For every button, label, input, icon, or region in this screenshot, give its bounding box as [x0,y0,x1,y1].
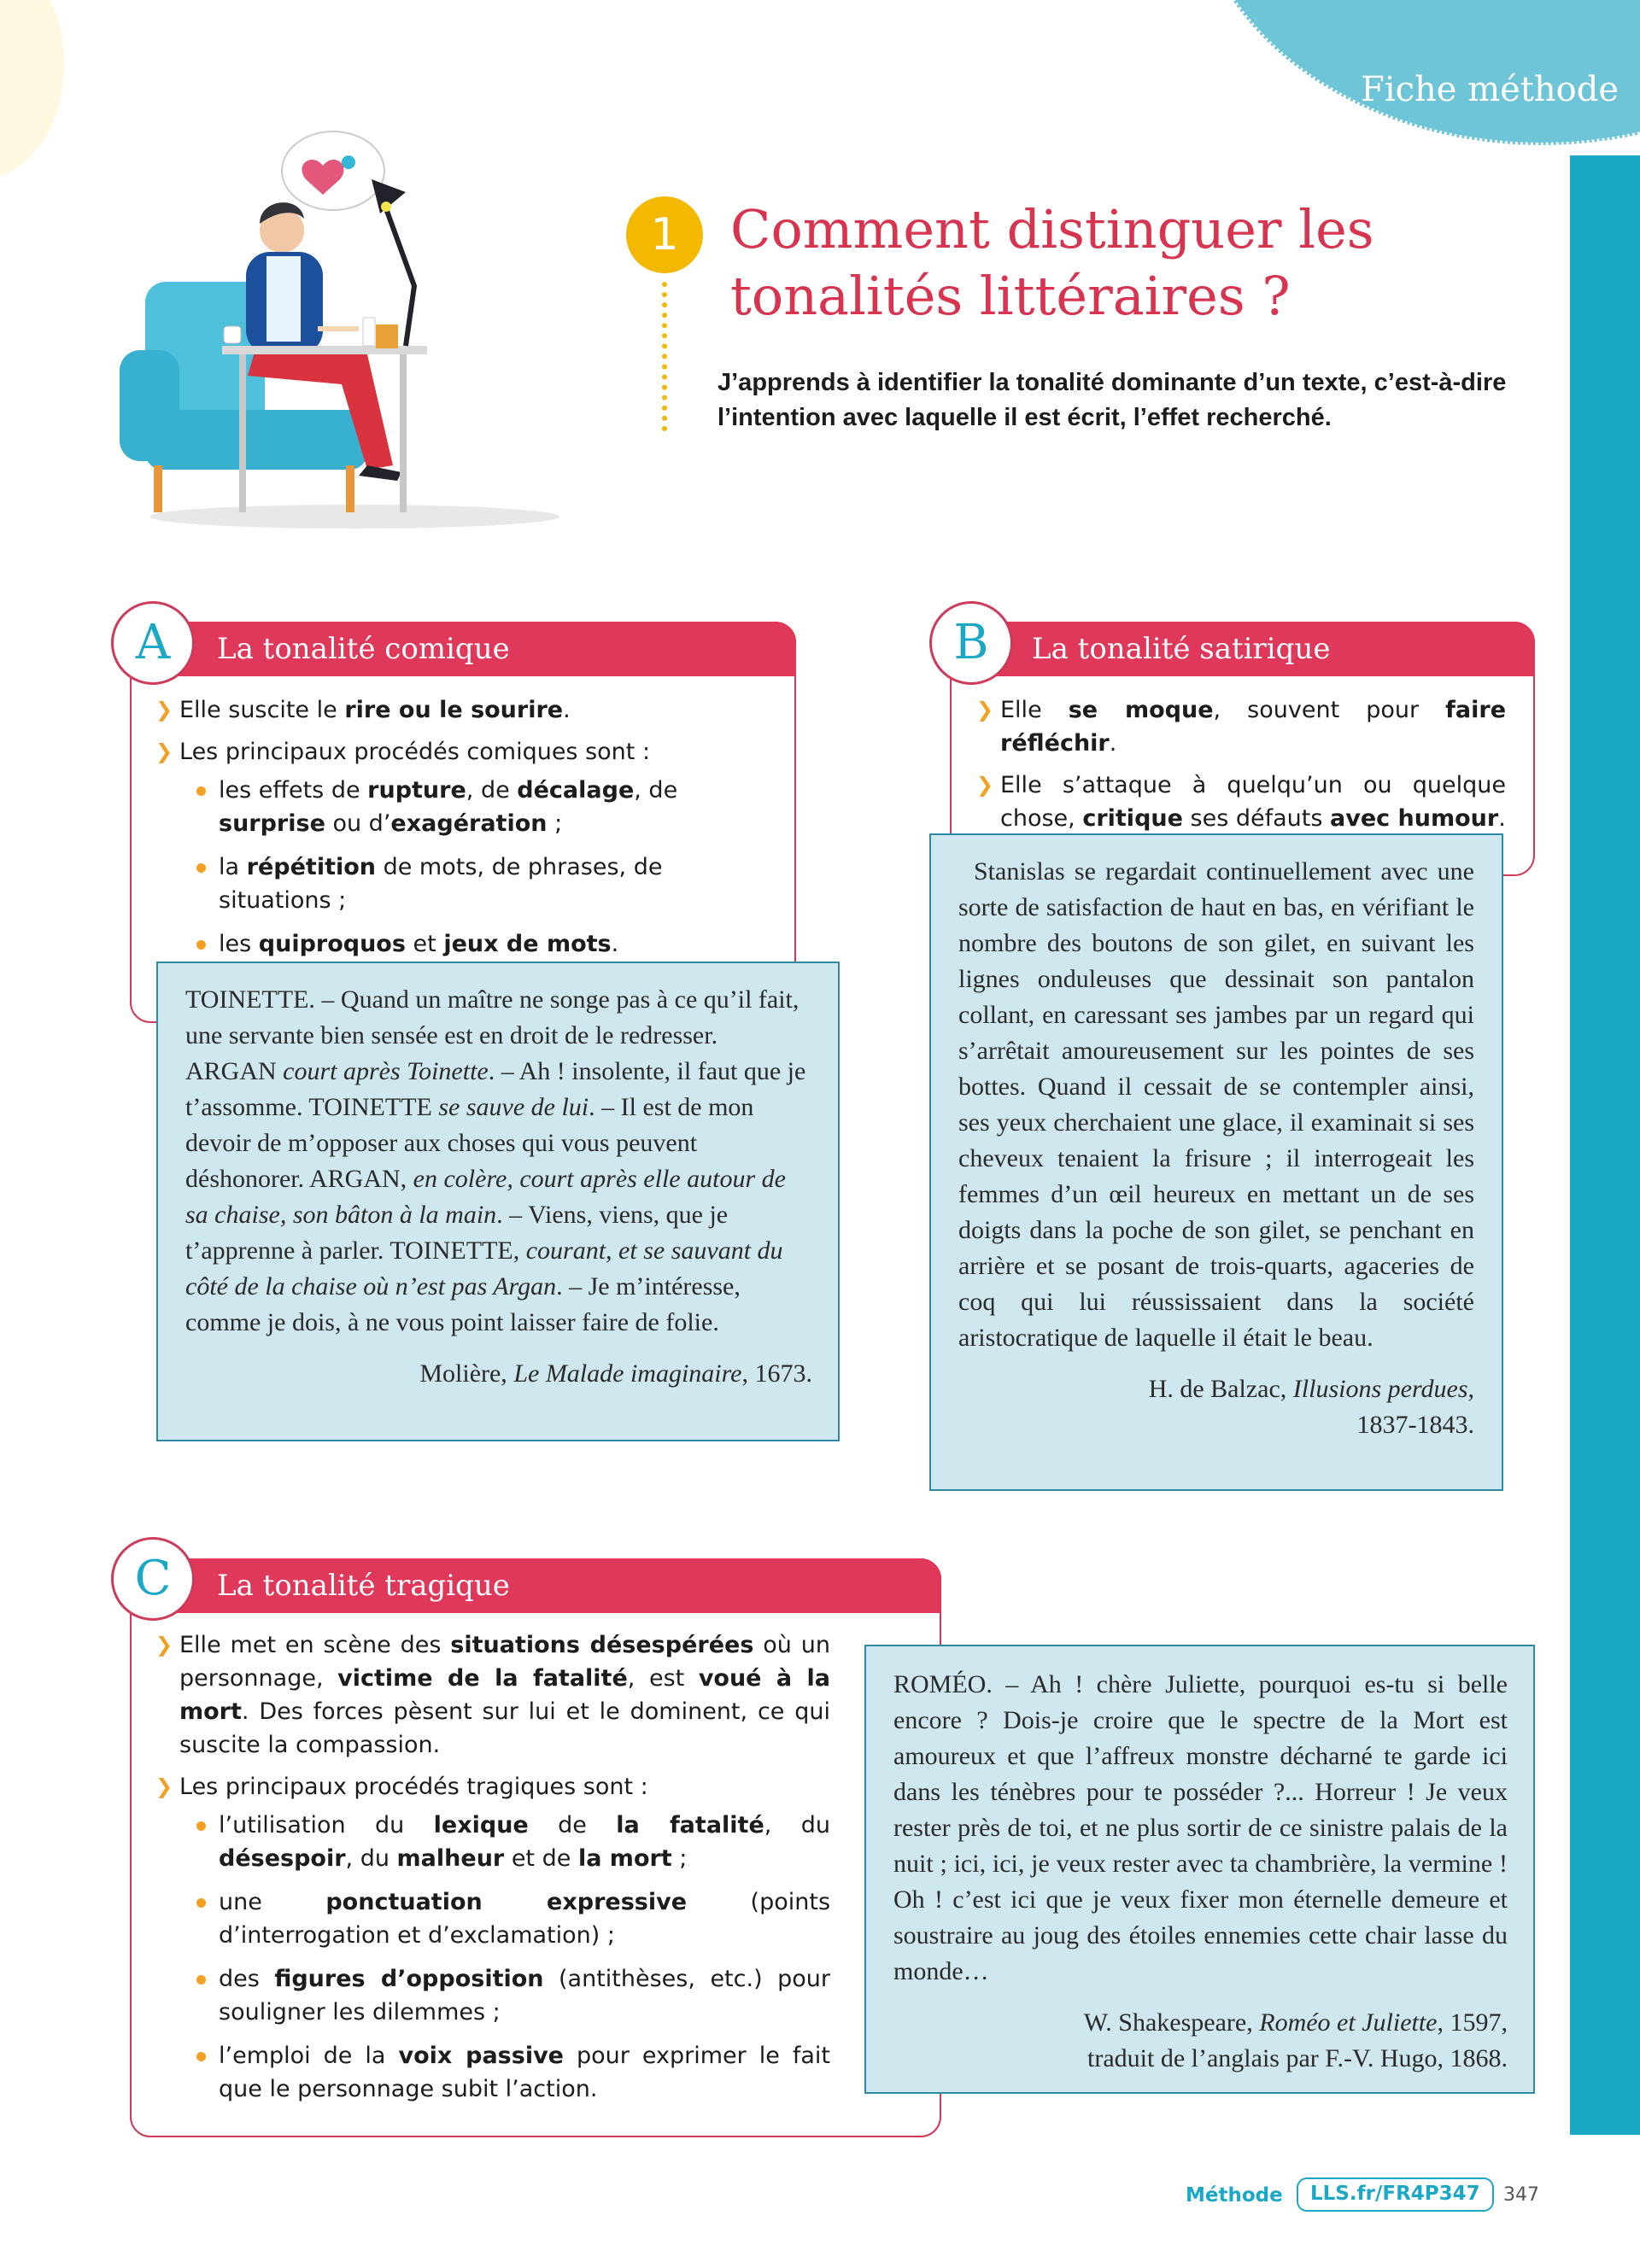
corner-decoration [0,0,64,179]
list-item: l’utilisation du lexique de la fatalité, du désespoir, du malheur et de la mort ; [179,1809,830,1875]
header-tag: Fiche méthode [1361,70,1619,109]
intro-text: J’apprends à identifier la tonalité dominante d’un texte, c’est-à-dire l’intention avec laquelle il est écrit, l’effet recherché. [718,369,1507,431]
footer-label: Méthode [1186,2184,1283,2207]
list-item: ❯ Les principaux procédés tragiques sont : l’utilisation du lexique de la fatalité, du désespoir, du malheur et de la mort ; une ponctuation expressive (points d’interrogation et d’exclamation) ; des figures d’opposition (antithèses, etc.) pour souligner les dilemmes ; l’emploi de la voix passive pour exprimer le fait que le personnage subit l’action. [155,1770,830,2106]
step-number: 1 [626,196,703,273]
section-b-header [950,622,1535,676]
section-c-list [155,1628,830,2116]
list-item: ❯ Elle s’attaque à quelqu’un ou quelque chose, critique ses défauts avec humour. [976,769,1506,835]
section-a-letter: A [111,601,195,685]
section-a-list [155,693,779,971]
quote-source: H. de Balzac, Illusions perdues, 1837-1843. [1148,1375,1474,1439]
section-b-title: La tonalité satirique [1032,632,1331,666]
side-bar [1570,155,1640,2135]
list-item: ❯ Les principaux procédés comiques sont : les effets de rupture, de décalage, de surprise ou d’exagération ; la répétition de mots, de phrases, de situations ; les quiproquos et jeux de mots. [155,735,779,961]
page-number: 347 [1503,2184,1539,2206]
section-b-list [976,693,1506,844]
quote-text: Stanislas se regardait continuellement avec une sorte de satisfaction de haut en bas, en vérifiant le nombre des boutons de son gilet, en suivant les lignes onduleuses que dessinait son pantalon collant, en caressant ses jambes par un regard qui s’arrêtait amoureusement sur les pointes de ses bottes. Quand il cessait de se contempler ainsi, ses yeux cherchaient une glace, il examinait si ses cheveux tenaient la frisure ; il interrogeait les femmes d’un œil heureux en mettant un de ses doigts dans la poche de son gilet, se penchant en arrière et se posant de trois-quarts, agaceries de coq qui lui réussissaient dans la société aristocratique de laquelle il était le beau. [958,857,1474,1352]
footer-link[interactable]: LLS.fr/FR4P347 [1297,2177,1494,2212]
quote-box-moliere [156,962,840,1441]
list-item: l’emploi de la voix passive pour exprimer le fait que le personnage subit l’action. [179,2039,830,2106]
quote-source: W. Shakespeare, Roméo et Juliette, 1597, traduit de l’anglais par F.-V. Hugo, 1868. [1083,2008,1508,2072]
list-item: des figures d’opposition (antithèses, etc.) pour souligner les dilemmes ; [179,1962,830,2029]
page-title: Comment distinguer les tonalités littéraires ? [730,198,1374,327]
section-c-letter: C [111,1537,195,1621]
list-item: ❯ Elle met en scène des situations désespérées où un personnage, victime de la fatalité, est voué à la mort. Des forces pèsent sur lui et le dominent, ce qui suscite la compassion. [155,1628,830,1762]
list-item: les effets de rupture, de décalage, de surprise ou d’exagération ; [179,774,779,840]
list-item: une ponctuation expressive (points d’interrogation et d’exclamation) ; [179,1885,830,1952]
list-item: ❯ Elle suscite le rire ou le sourire. [155,693,779,727]
quote-text: ROMÉO. – Ah ! chère Juliette, pourquoi es-tu si belle encore ? Dois-je croire que le spectre de la Mort est amoureux et que l’affreux monstre décharné te garde ici dans les ténèbres pour te posséder ?... Horreur ! Je veux rester près de toi, et ne plus sortir de ce sinistre palais de la nuit ; ici, ici, je veux rester avec ta chambrière, la vermine ! Oh ! c’est ici que je veux fixer mon éternelle demeure et soustraire au joug des étoiles ennemies cette chair lasse du monde… [893,1670,1508,1985]
section-a-title: La tonalité comique [217,632,510,666]
quote-source: Molière, Le Malade imaginaire, 1673. [419,1359,812,1388]
list-item: les quiproquos et jeux de mots. [179,927,779,961]
list-item: ❯ Elle se moque, souvent pour faire réfléchir. [976,693,1506,760]
quote-box-balzac [929,833,1503,1491]
section-c-header [130,1558,941,1613]
quote-text: TOINETTE. – Quand un maître ne songe pas à ce qu’il fait, une servante bien sensée est en droit de le redresser. ARGAN court après Toinette. – Ah ! insolente, il faut que je t’assomme. TOINETTE se sauve de lui. – Il est de mon devoir de m’opposer aux choses qui vous peuvent déshonorer. ARGAN, en colère, court après elle autour de sa chaise, son bâton à la main. – Viens, viens, que je t’apprenne à parler. TOINETTE, courant, et se sauvant du côté de la chaise où n’est pas Argan. – Je m’intéresse, comme je dois, à ne vous point laisser faire de folie. [185,985,806,1336]
quote-box-shakespeare [864,1645,1535,2094]
section-c-title: La tonalité tragique [217,1569,510,1603]
section-b-letter: B [929,601,1013,685]
reading-person-illustration [120,128,564,538]
section-a-header [130,622,796,676]
dotted-line [662,282,667,431]
list-item: la répétition de mots, de phrases, de situations ; [179,850,779,917]
